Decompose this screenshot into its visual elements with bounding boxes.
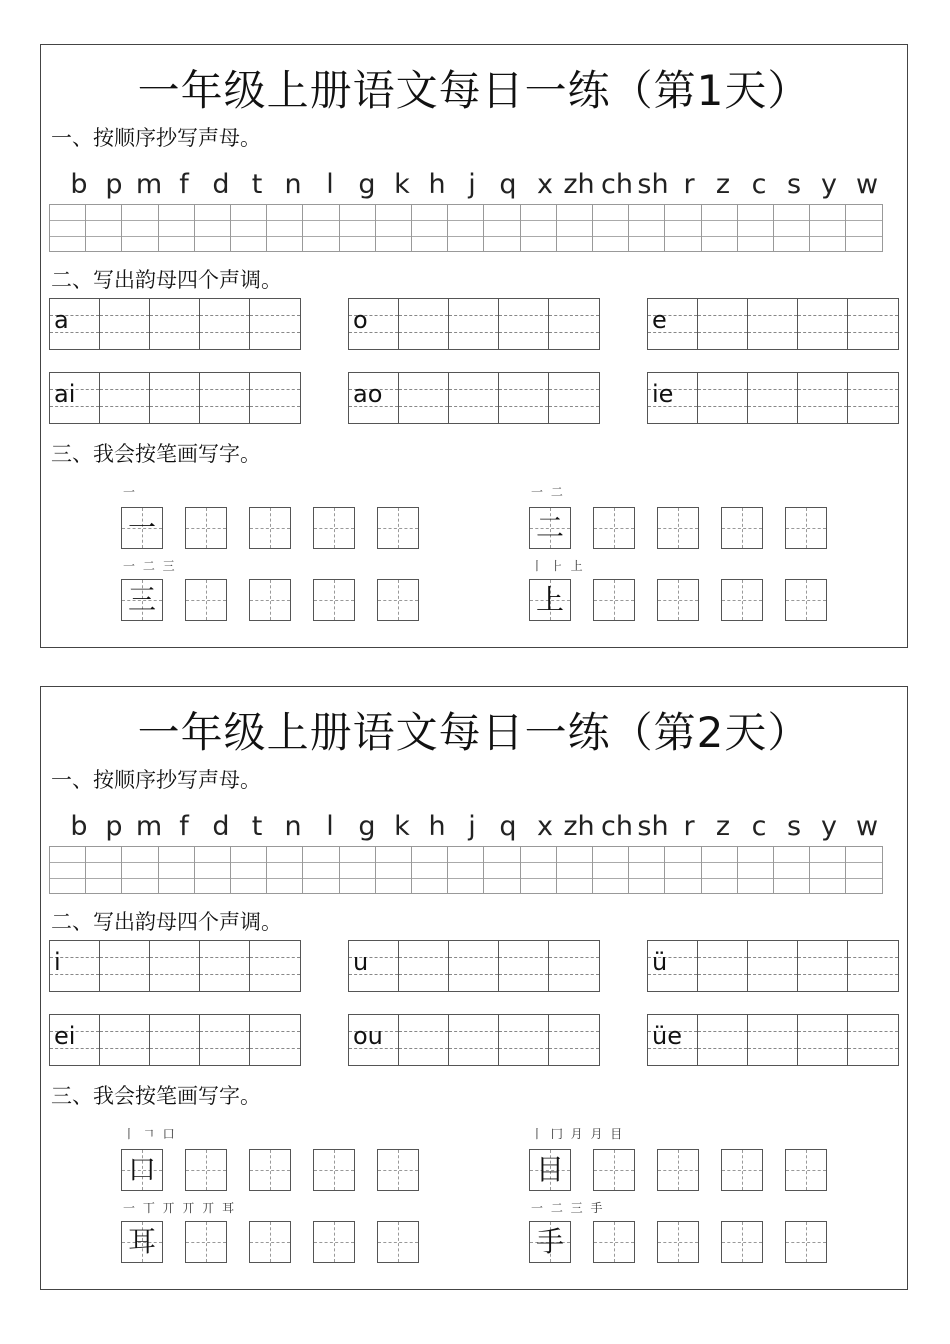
tone-writing-cell[interactable] (200, 299, 250, 349)
section-copy-initials: 一、按顺序抄写声母。 (51, 768, 261, 792)
writing-grid-cell[interactable] (158, 204, 195, 252)
tone-writing-row (49, 1014, 301, 1066)
initial-letter: g (358, 169, 376, 200)
final-label-cell (648, 1015, 698, 1065)
tone-writing-cell[interactable] (250, 1015, 300, 1065)
tone-writing-cell[interactable] (848, 941, 898, 991)
tone-writing-cell[interactable] (698, 373, 748, 423)
tone-writing-cell[interactable] (150, 373, 200, 423)
tone-writing-row (348, 940, 600, 992)
tone-writing-cell[interactable] (798, 941, 848, 991)
tone-writing-cell[interactable] (848, 299, 898, 349)
initial-letter: k (394, 169, 410, 200)
writing-grid-cell[interactable] (121, 204, 158, 252)
initial-letter: zh (563, 811, 595, 842)
initial-letter: w (855, 169, 879, 200)
writing-grid-cell[interactable] (447, 204, 484, 252)
initial-letter: d (212, 169, 230, 200)
tone-writing-cell[interactable] (399, 941, 449, 991)
writing-grid-cell[interactable] (121, 846, 158, 894)
final-label-cell (349, 1015, 399, 1065)
final-label-cell (349, 941, 399, 991)
final-label: a (54, 306, 69, 334)
initial-letter: s (786, 169, 802, 200)
character-writing-box[interactable] (377, 1149, 419, 1191)
initial-letter: l (326, 169, 334, 200)
writing-grid-cell[interactable] (85, 846, 122, 894)
writing-grid-cell[interactable] (556, 846, 593, 894)
writing-grid-cell[interactable] (411, 846, 448, 894)
initial-letter: p (105, 811, 123, 842)
tone-writing-cell[interactable] (449, 299, 499, 349)
final-label-cell (50, 1015, 100, 1065)
character-writing-box[interactable] (249, 1221, 291, 1263)
final-label: ie (652, 380, 674, 408)
section-copy-initials: 一、按顺序抄写声母。 (51, 126, 261, 150)
writing-grid-cell[interactable] (483, 204, 520, 252)
tone-writing-cell[interactable] (449, 941, 499, 991)
final-label: e (652, 306, 667, 334)
initial-letter: sh (637, 811, 669, 842)
tone-writing-cell[interactable] (549, 373, 599, 423)
initial-letter: c (751, 169, 767, 200)
tone-writing-cell[interactable] (499, 373, 549, 423)
tone-writing-cell[interactable] (250, 373, 300, 423)
final-label-cell (349, 299, 399, 349)
tone-writing-cell[interactable] (449, 1015, 499, 1065)
tone-writing-cell[interactable] (748, 1015, 798, 1065)
tone-writing-cell[interactable] (798, 1015, 848, 1065)
model-character-box (121, 579, 163, 621)
writing-grid-cell[interactable] (447, 846, 484, 894)
character-writing-box[interactable] (377, 1221, 419, 1263)
tone-writing-row (348, 298, 600, 350)
final-label: u (353, 948, 369, 976)
writing-grid-cell[interactable] (85, 204, 122, 252)
writing-grid-cell[interactable] (737, 204, 774, 252)
tone-writing-cell[interactable] (150, 941, 200, 991)
tone-writing-cell[interactable] (150, 1015, 200, 1065)
initial-letter: b (70, 811, 88, 842)
model-character: 二 (535, 511, 564, 544)
section-stroke-writing: 三、我会按笔画写字。 (51, 442, 261, 466)
initial-letter: zh (563, 169, 595, 200)
initial-letter: d (212, 811, 230, 842)
writing-grid-cell[interactable] (845, 846, 882, 894)
stroke-order: 一 二 三 手 (531, 1201, 605, 1215)
tone-writing-cell[interactable] (200, 373, 250, 423)
final-label-cell (50, 299, 100, 349)
section-stroke-writing: 三、我会按笔画写字。 (51, 1084, 261, 1108)
initial-letter: s (786, 811, 802, 842)
tone-writing-cell[interactable] (698, 299, 748, 349)
character-writing-box[interactable] (185, 1221, 227, 1263)
writing-grid-cell[interactable] (664, 204, 701, 252)
tone-writing-row (49, 940, 301, 992)
tone-writing-cell[interactable] (549, 941, 599, 991)
character-writing-box[interactable] (185, 1149, 227, 1191)
initial-letter: t (251, 811, 263, 842)
tone-writing-cell[interactable] (200, 941, 250, 991)
writing-grid-cell[interactable] (592, 204, 629, 252)
worksheet-title: 一年级上册语文每日一练（第2天） (137, 708, 811, 757)
model-character-box (121, 507, 163, 549)
initial-letter: x (537, 811, 553, 842)
initial-letter: sh (637, 169, 669, 200)
writing-grid-cell[interactable] (194, 204, 231, 252)
writing-grid-cell[interactable] (49, 846, 86, 894)
character-writing-box[interactable] (721, 579, 763, 621)
tone-writing-cell[interactable] (698, 1015, 748, 1065)
initial-letter: z (715, 169, 731, 200)
initial-letter: b (70, 169, 88, 200)
model-character-box (121, 1221, 163, 1263)
tone-writing-cell[interactable] (100, 1015, 150, 1065)
tone-writing-cell[interactable] (848, 373, 898, 423)
final-label: ou (353, 1022, 383, 1050)
worksheet-day-1 (40, 44, 908, 648)
initial-letter: r (683, 811, 695, 842)
writing-grid-cell[interactable] (592, 846, 629, 894)
character-writing-box[interactable] (313, 1149, 355, 1191)
character-writing-box[interactable] (785, 1221, 827, 1263)
model-character-box (529, 1149, 571, 1191)
tone-writing-cell[interactable] (200, 1015, 250, 1065)
final-label-cell (349, 373, 399, 423)
writing-grid-cell[interactable] (302, 846, 339, 894)
initial-letter: k (394, 811, 410, 842)
tone-writing-cell[interactable] (549, 299, 599, 349)
initial-letter: t (251, 169, 263, 200)
final-label: ü (652, 948, 668, 976)
tone-writing-cell[interactable] (499, 1015, 549, 1065)
character-writing-box[interactable] (721, 1221, 763, 1263)
model-character-box (529, 579, 571, 621)
character-writing-box[interactable] (249, 507, 291, 549)
initial-letter: z (715, 811, 731, 842)
initial-letter: q (499, 811, 517, 842)
tone-writing-row (49, 372, 301, 424)
character-writing-box[interactable] (593, 1149, 635, 1191)
initial-letter: n (284, 169, 302, 200)
writing-grid-cell[interactable] (49, 204, 86, 252)
tone-writing-cell[interactable] (250, 941, 300, 991)
initial-letter: q (499, 169, 517, 200)
writing-grid-cell[interactable] (266, 204, 303, 252)
tone-writing-cell[interactable] (399, 1015, 449, 1065)
character-writing-box[interactable] (249, 1149, 291, 1191)
tone-writing-cell[interactable] (100, 373, 150, 423)
tone-writing-row (348, 1014, 600, 1066)
initial-letter: f (179, 169, 189, 200)
stroke-order: 一 (123, 485, 138, 499)
model-character: 一 (127, 511, 156, 544)
tone-writing-row (647, 372, 899, 424)
model-character: 口 (127, 1153, 156, 1186)
writing-grid-cell[interactable] (773, 846, 810, 894)
initial-letter: n (284, 811, 302, 842)
character-writing-box[interactable] (377, 507, 419, 549)
writing-grid-cell[interactable] (520, 846, 557, 894)
final-label: üe (652, 1022, 682, 1050)
stroke-order: 丨 冂 月 月 目 (531, 1127, 625, 1141)
character-writing-box[interactable] (593, 1221, 635, 1263)
final-label: ei (54, 1022, 76, 1050)
tone-writing-cell[interactable] (449, 373, 499, 423)
writing-grid-cell[interactable] (845, 204, 882, 252)
final-label-cell (648, 373, 698, 423)
writing-grid-cell[interactable] (773, 204, 810, 252)
initial-letter: h (428, 169, 446, 200)
tone-writing-row (647, 298, 899, 350)
initial-letter: x (537, 169, 553, 200)
tone-writing-cell[interactable] (748, 941, 798, 991)
stroke-order: 一 丅 丌 丌 丌 耳 (123, 1201, 237, 1215)
tone-writing-cell[interactable] (250, 299, 300, 349)
initial-letter: ch (601, 169, 633, 200)
character-writing-box[interactable] (785, 579, 827, 621)
character-writing-box[interactable] (249, 579, 291, 621)
stroke-order: 一 二 三 (123, 559, 177, 573)
model-character: 手 (535, 1225, 564, 1258)
tone-writing-cell[interactable] (748, 299, 798, 349)
writing-grid-cell[interactable] (701, 204, 738, 252)
writing-grid-cell[interactable] (194, 846, 231, 894)
writing-grid-cell[interactable] (809, 846, 846, 894)
character-writing-box[interactable] (657, 1149, 699, 1191)
initial-letter: w (855, 811, 879, 842)
initial-letter: l (326, 811, 334, 842)
character-writing-box[interactable] (593, 579, 635, 621)
initial-letter: c (751, 811, 767, 842)
tone-writing-cell[interactable] (748, 373, 798, 423)
final-label: ao (353, 380, 383, 408)
character-writing-box[interactable] (721, 1149, 763, 1191)
initial-letter: r (683, 169, 695, 200)
final-label: o (353, 306, 368, 334)
initial-letter: ch (601, 811, 633, 842)
model-character-box (529, 1221, 571, 1263)
model-character-box (121, 1149, 163, 1191)
initial-letter: f (179, 811, 189, 842)
tone-writing-cell[interactable] (698, 941, 748, 991)
initial-letter: m (135, 811, 163, 842)
initial-letter: j (468, 169, 476, 200)
initial-letter: h (428, 811, 446, 842)
writing-grid-cell[interactable] (737, 846, 774, 894)
model-character: 耳 (127, 1225, 156, 1258)
writing-grid-cell[interactable] (375, 204, 412, 252)
tone-writing-row (647, 940, 899, 992)
final-label-cell (50, 941, 100, 991)
tone-writing-cell[interactable] (848, 1015, 898, 1065)
initial-letter: p (105, 169, 123, 200)
final-label-cell (50, 373, 100, 423)
writing-grid-cell[interactable] (520, 204, 557, 252)
character-writing-box[interactable] (785, 507, 827, 549)
writing-grid-cell[interactable] (411, 204, 448, 252)
writing-grid-cell[interactable] (664, 846, 701, 894)
writing-grid-cell[interactable] (230, 204, 267, 252)
tone-writing-cell[interactable] (399, 299, 449, 349)
initials-row (49, 809, 885, 845)
tone-writing-cell[interactable] (499, 299, 549, 349)
final-label-cell (648, 941, 698, 991)
writing-grid-cell[interactable] (701, 846, 738, 894)
initial-letter: y (821, 169, 837, 200)
character-writing-box[interactable] (313, 579, 355, 621)
character-writing-box[interactable] (657, 579, 699, 621)
model-character: 三 (127, 583, 156, 616)
model-character: 目 (535, 1153, 564, 1186)
tone-writing-cell[interactable] (798, 299, 848, 349)
tone-writing-cell[interactable] (798, 373, 848, 423)
character-writing-box[interactable] (657, 1221, 699, 1263)
section-finals-tones: 二、写出韵母四个声调。 (51, 910, 282, 934)
character-writing-box[interactable] (785, 1149, 827, 1191)
tone-writing-cell[interactable] (499, 941, 549, 991)
tone-writing-cell[interactable] (549, 1015, 599, 1065)
character-writing-box[interactable] (185, 579, 227, 621)
worksheet-title: 一年级上册语文每日一练（第1天） (137, 66, 811, 115)
model-character-box (529, 507, 571, 549)
character-writing-box[interactable] (657, 507, 699, 549)
writing-grid-cell[interactable] (628, 846, 665, 894)
writing-grid-cell[interactable] (628, 204, 665, 252)
character-writing-box[interactable] (313, 1221, 355, 1263)
final-label: ai (54, 380, 76, 408)
tone-writing-row (348, 372, 600, 424)
writing-grid-cell[interactable] (158, 846, 195, 894)
tone-writing-cell[interactable] (100, 941, 150, 991)
tone-writing-cell[interactable] (399, 373, 449, 423)
initial-letter: j (468, 811, 476, 842)
final-label: i (54, 948, 61, 976)
tone-writing-row (49, 298, 301, 350)
writing-grid-cell[interactable] (230, 846, 267, 894)
stroke-order: 丨 ⺊ 上 (531, 559, 585, 573)
character-writing-box[interactable] (721, 507, 763, 549)
writing-grid-cell[interactable] (483, 846, 520, 894)
initial-letter: m (135, 169, 163, 200)
tone-writing-cell[interactable] (100, 299, 150, 349)
tone-writing-row (647, 1014, 899, 1066)
model-character: 上 (535, 583, 564, 616)
stroke-order: 一 二 (531, 485, 565, 499)
initial-letter: y (821, 811, 837, 842)
character-writing-box[interactable] (593, 507, 635, 549)
writing-grid-cell[interactable] (339, 846, 376, 894)
final-label-cell (648, 299, 698, 349)
character-writing-box[interactable] (313, 507, 355, 549)
worksheet-day-2 (40, 686, 908, 1290)
initial-letter: g (358, 811, 376, 842)
writing-grid-cell[interactable] (556, 204, 593, 252)
writing-grid-cell[interactable] (339, 204, 376, 252)
writing-grid-cell[interactable] (809, 204, 846, 252)
initials-row (49, 167, 885, 203)
writing-grid-cell[interactable] (375, 846, 412, 894)
stroke-order: 丨 𠃍 口 (123, 1127, 177, 1141)
section-finals-tones: 二、写出韵母四个声调。 (51, 268, 282, 292)
writing-grid-cell[interactable] (302, 204, 339, 252)
character-writing-box[interactable] (377, 579, 419, 621)
writing-grid-cell[interactable] (266, 846, 303, 894)
tone-writing-cell[interactable] (150, 299, 200, 349)
character-writing-box[interactable] (185, 507, 227, 549)
